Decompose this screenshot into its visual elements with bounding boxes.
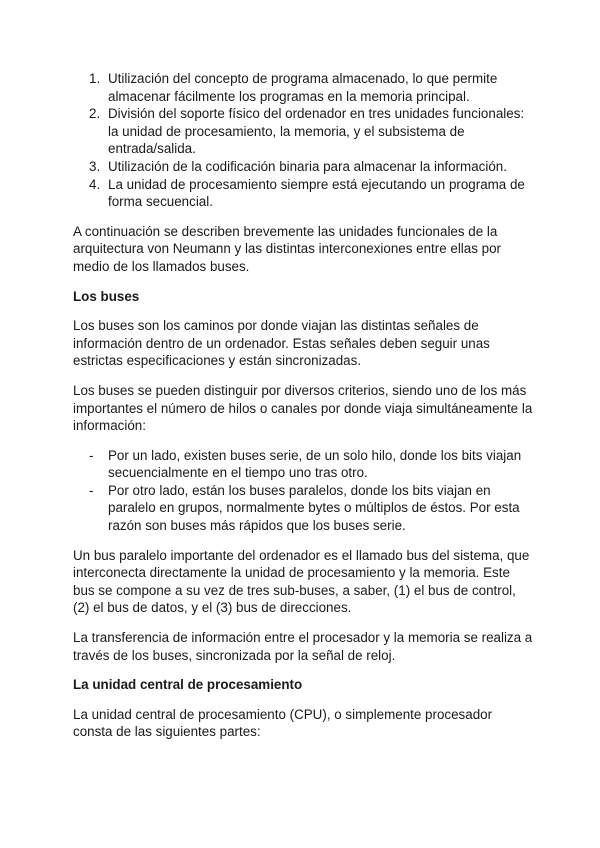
list-item-text: Utilización del concepto de programa almacenado, lo que permite almacenar fácilmente los programas en la memoria principal. bbox=[108, 71, 498, 104]
document-page bbox=[73, 70, 533, 753]
buses-paragraph-2: Los buses se pueden distinguir por diversos criterios, siendo uno de los más importantes el número de hilos o canales por donde viaja simultáneamente la información: bbox=[73, 382, 533, 434]
list-item bbox=[73, 158, 533, 176]
buses-paragraph-3: Un bus paralelo importante del ordenador es el llamado bus del sistema, que interconecta directamente la unidad de procesamiento y la memoria. Este bus se compone a su vez de tres sub-buses, a saber, (1) el bus de control, (2) el bus de datos, y el (3) bus de direcciones. bbox=[73, 547, 530, 616]
bullet-item bbox=[73, 482, 533, 535]
list-item-text: División del soporte físico del ordenador en tres unidades funcionales: la unidad de procesamiento, la memoria, y el subsistema de entrada/salida. bbox=[108, 106, 525, 157]
bullet-item-text: Por otro lado, están los buses paralelos, donde los bits viajan en paralelo en grupos, normalmente bytes o múltiplos de éstos. Por esta razón son buses más rápidos que los buses serie. bbox=[108, 482, 520, 534]
bullet-list bbox=[73, 447, 533, 535]
list-marker: 1. bbox=[89, 71, 101, 86]
bullet-marker: - bbox=[89, 482, 94, 498]
bullet-item-text: Por un lado, existen buses serie, de un solo hilo, donde los bits viajan secuencialmente en el tiempo uno tras otro. bbox=[108, 447, 522, 481]
list-marker: 4. bbox=[89, 176, 101, 192]
list-item bbox=[73, 70, 533, 105]
cpu-paragraph-1: La unidad central de procesamiento (CPU), o simplemente procesador consta de las siguientes partes: bbox=[73, 706, 493, 740]
buses-paragraph-1: Los buses son los caminos por donde viajan las distintas señales de información dentro de un ordenador. Estas señales deben seguir unas estrictas especificaciones y están sincronizadas. bbox=[73, 318, 490, 369]
section-heading-cpu: La unidad central de procesamiento bbox=[73, 677, 303, 693]
numbered-list bbox=[73, 70, 533, 211]
buses-paragraph-4: La transferencia de información entre el procesador y la memoria se realiza a través de los buses, sincronizada por la señal de reloj. bbox=[73, 630, 533, 663]
list-marker: 3. bbox=[89, 158, 101, 174]
list-item bbox=[73, 176, 533, 211]
intro-paragraph: A continuación se describen brevemente las unidades funcionales de la arquitectura von Neumann y las distintas interconexiones entre ellas por medio de los llamados buses. bbox=[73, 223, 501, 274]
list-item-text: Utilización de la codificación binaria para almacenar la información. bbox=[108, 158, 507, 174]
bullet-marker: - bbox=[89, 447, 94, 463]
list-marker: 2. bbox=[89, 106, 101, 122]
list-item-text: La unidad de procesamiento siempre está ejecutando un programa de forma secuencial. bbox=[108, 176, 525, 210]
list-item bbox=[73, 105, 533, 158]
section-heading-buses: Los buses bbox=[73, 288, 140, 304]
bullet-item bbox=[73, 447, 533, 482]
